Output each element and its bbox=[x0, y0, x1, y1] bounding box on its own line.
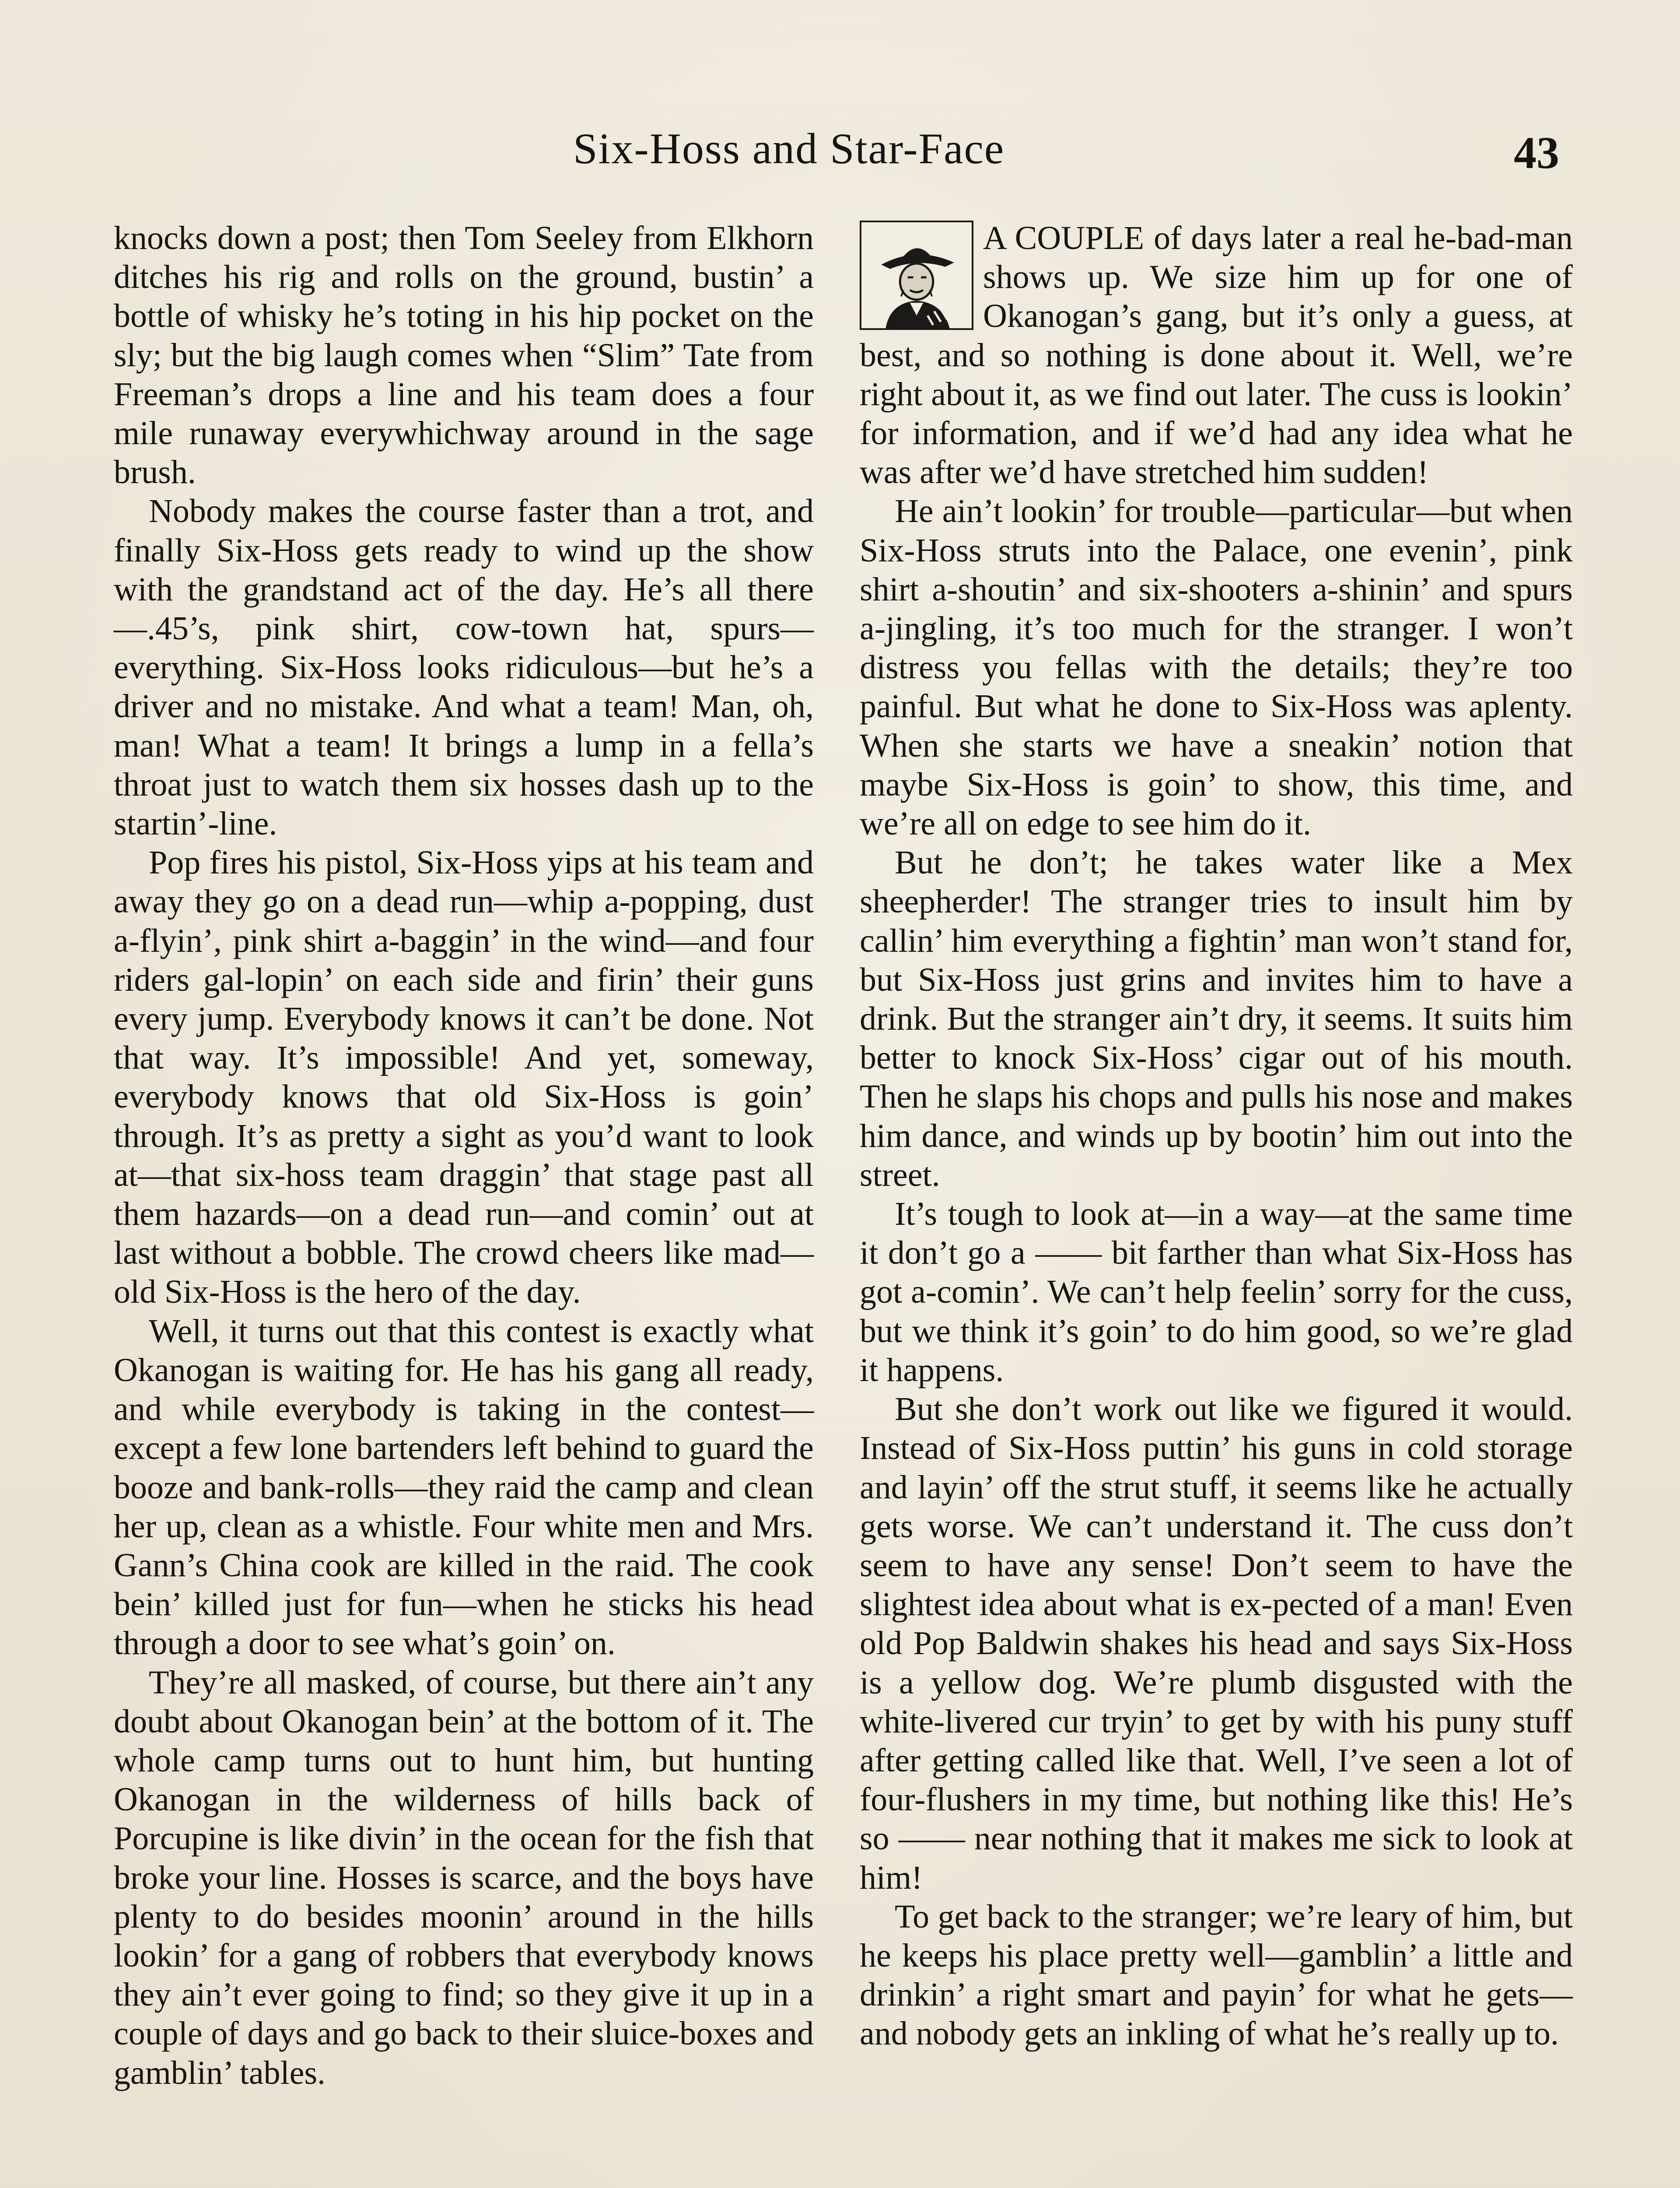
running-head bbox=[0, 118, 1680, 179]
paragraph: But he don’t; he takes water like a Mex sheepherder! The stranger tries to insult him by callin’ him everything a fightin’ man won’t stand for, but Six-Hoss just grins and invites him to have a drink. But the stranger ain’t dry, it seems. It suits him better to knock Six-Hoss’ cigar out of his mouth. Then he slaps his chops and pulls his nose and makes him dance, and winds up by bootin’ him out into the street. bbox=[860, 844, 1573, 1193]
left-column bbox=[114, 219, 814, 2093]
paragraph: Pop fires his pistol, Six-Hoss yips at his team and away they go on a dead run—whip a-popping, dust a-flyin’, pink shirt a-baggin’ in the wind—and four riders gal-lopin’ on each side and firin’ their guns every jump. Everybody knows it can’t be done. Not that way. It’s impossible! And yet, someway, everybody knows that old Six-Hoss is goin’ through. It’s as pretty a sight as you’d want to look at—that six-hoss team draggin’ that stage past all them hazards—on a dead run—and comin’ out at last without a bobble. The crowd cheers like mad—old Six-Hoss is the hero of the day. bbox=[114, 844, 814, 1311]
paragraph: knocks down a post; then Tom Seeley from Elkhorn ditches his rig and rolls on the ground, bustin’ a bottle of whisky he’s toting in his hip pocket on the sly; but the big laugh comes when “Slim” Tate from Freeman’s drops a line and his team does a four mile runaway everywhichway around in the sage brush. bbox=[114, 220, 814, 491]
cowboy-portrait-icon bbox=[860, 221, 973, 330]
page-number: 43 bbox=[1514, 128, 1559, 178]
paragraph: It’s tough to look at—in a way—at the same time it don’t go a —— bit farther than what Six-Hoss has got a-comin’. We can’t help feelin’ sorry for the cuss, but we think it’s goin’ to do him good, so we’re glad it happens. bbox=[860, 1196, 1573, 1389]
paragraph: Nobody makes the course faster than a trot, and finally Six-Hoss gets ready to wind up the show with the grandstand act of the day. He’s all there—.45’s, pink shirt, cow-town hat, spurs—everything. Six-Hoss looks ridiculous—but he’s a driver and no mistake. And what a team! Man, oh, man! What a team! It brings a lump in a fella’s throat just to watch them six hosses dash up to the startin’-line. bbox=[114, 493, 814, 842]
paragraph: To get back to the stranger; we’re leary of him, but he keeps his place pretty well—gamblin’ a little and drinkin’ a right smart and payin’ for what he gets—and nobody gets an inkling of what he’s really up to. bbox=[860, 1898, 1573, 2052]
right-column bbox=[860, 219, 1573, 2054]
paragraph: A COUPLE of days later a real he-bad-man shows up. We size him up for one of Okanogan’s gang, but it’s only a guess, at best, and so nothing is done about it. Well, we’re right about it, as we find out later. The cuss is lookin’ for information, and if we’d had any idea what he was after we’d have stretched him sudden! bbox=[860, 220, 1573, 491]
running-title: Six-Hoss and Star-Face bbox=[573, 124, 1005, 173]
paragraph: He ain’t lookin’ for trouble—particular—but when Six-Hoss struts into the Palace, one evenin’, pink shirt a-shoutin’ and six-shooters a-shinin’ and spurs a-jingling, it’s too much for the stranger. I won’t distress you fellas with the details; they’re too painful. But what he done to Six-Hoss was aplenty. When she starts we have a sneakin’ notion that maybe Six-Hoss is goin’ to show, this time, and we’re all on edge to see him do it. bbox=[860, 493, 1573, 842]
paragraph: Well, it turns out that this contest is exactly what Okanogan is waiting for. He has his gang all ready, and while everybody is taking in the contest—except a few lone bartenders left behind to guard the booze and bank-rolls—they raid the camp and clean her up, clean as a whistle. Four white men and Mrs. Gann’s China cook are killed in the raid. The cook bein’ killed just for fun—when he sticks his head through a door to see what’s goin’ on. bbox=[114, 1312, 814, 1662]
paragraph: They’re all masked, of course, but there ain’t any doubt about Okanogan bein’ at the bottom of it. The whole camp turns out to hunt him, but hunting Okanogan in the wilderness of hills back of Porcupine is like divin’ in the ocean for the fish that broke your line. Hosses is scarce, and the boys have plenty to do besides moonin’ around in the hills lookin’ for a gang of robbers that everybody knows they ain’t ever going to find; so they give it up in a couple of days and go back to their sluice-boxes and gamblin’ tables. bbox=[114, 1664, 814, 2091]
paragraph: But she don’t work out like we figured it would. Instead of Six-Hoss puttin’ his guns in cold storage and layin’ off the strut stuff, it seems like he actually gets worse. We can’t understand it. The cuss don’t seem to have any sense! Don’t seem to have the slightest idea about what is ex-pected of a man! Even old Pop Baldwin shakes his head and says Six-Hoss is a yellow dog. We’re plumb disgusted with the white-livered cur tryin’ to get by with his puny stuff after getting called like that. Well, I’ve seen a lot of four-flushers in my time, but nothing like this! He’s so —— near nothing that it makes me sick to look at him! bbox=[860, 1391, 1573, 1896]
